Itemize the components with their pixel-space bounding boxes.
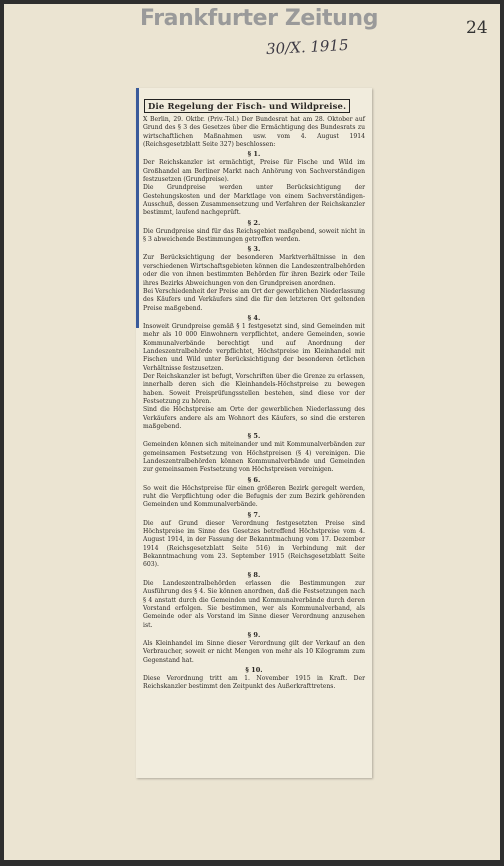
article-paragraph: Diese Verordnung tritt am 1. November 1915 in Kraft. Der Reichskanzler bestimmt den Zeitpunkt des Außerkrafttretens. (143, 674, 365, 691)
page-number: 24 (466, 18, 488, 38)
section-heading: § 5. (247, 432, 261, 441)
article-paragraph: Die Landeszentralbehörden erlassen die Bestimmungen zur Ausführung des § 4. Sie können anordnen, daß die Festsetzungen nach § 4 anstatt durch die Gemeinden und Kommunalverbände durch deren Vorstand erfolgen. Sie bestimmen, wer als Kommunalverband, als Gemeinde oder als Vorstand im Sinne dieser Verordnung anzusehen ist. (143, 579, 365, 629)
handwritten-date: 30/X. 1915 (265, 35, 349, 59)
article-paragraph: Sind die Höchstpreise am Orte der gewerblichen Niederlassung des Verkäufers andere als am Wohnort des Käufers, so sind die ersteren maßgebend. (143, 406, 365, 430)
clipping-marker (136, 88, 139, 328)
article-paragraph: So weit die Höchstpreise für einen größeren Bezirk geregelt werden, ruht die Verpflichtung oder die Befugnis der zum Bezirk gehörenden Gemeinden und Kommunalverbände. (143, 484, 365, 509)
article-paragraph: X Berlin, 29. Oktbr. (Priv.-Tel.) Der Bundesrat hat am 28. Oktober auf Grund des § 3 des Gesetzes über die Ermächtigung des Bundesrats zu wirtschaftlichen Maßnahmen usw. vom 4. August 1914 (Reichsgesetzblatt Seite 327) beschlossen: (143, 116, 365, 149)
section-heading: § 3. (247, 245, 261, 254)
newspaper-clipping (136, 88, 372, 778)
article-paragraph: Gemeinden können sich miteinander und mit Kommunalverbänden zur gemeinsamen Festsetzung von Höchstpreisen (§ 4) vereinigen. Die Landeszentralbehörden können Kommunalverbände und Gemeinden zur gemeinsamen Festsetzung von Höchstpreisen vereinigen. (143, 441, 365, 474)
section-heading: § 9. (247, 630, 261, 639)
section-heading: § 7. (247, 510, 261, 519)
article-paragraph: Bei Verschiedenheit der Preise am Ort der gewerblichen Niederlassung des Käufers und Verkäufers sind die für den letzteren Ort geltenden Preise maßgebend. (143, 287, 365, 312)
section-heading: § 4. (247, 313, 261, 322)
section-heading: § 6. (247, 475, 261, 484)
section-heading: § 10. (245, 665, 263, 674)
article-paragraph: Der Reichskanzler ist befugt, Vorschriften über die Grenze zu erlassen, innerhalb deren sich die Kleinhandels-Höchstpreise zu bewegen haben. Soweit Preisprüfungsstellen bestehen, sind diese vor der Festsetzung zu hören. (143, 372, 365, 405)
article-paragraph: Der Reichskanzler ist ermächtigt, Preise für Fische und Wild im Großhandel am Berliner Markt nach Anhörung von Sachverständigen festzusetzen (Grundpreise). (143, 159, 365, 184)
article-paragraph: Die Grundpreise sind für das Reichsgebiet maßgebend, soweit nicht in § 3 abweichende Bestimmungen getroffen werden. (143, 227, 365, 244)
article-paragraph: Als Kleinhandel im Sinne dieser Verordnung gilt der Verkauf an den Verbraucher, soweit er nicht Mengen von mehr als 10 Kilogramm zum Gegenstand hat. (143, 639, 365, 664)
article-body (142, 116, 366, 692)
section-heading: § 8. (247, 570, 261, 579)
archive-sheet (4, 4, 500, 860)
article-paragraph: Die Grundpreise werden unter Berücksichtigung der Gestehungskosten und der Marktlage von einem Sachverständigen-Ausschuß, dessen Zusammensetzung und Verfahren der Reichskanzler bestimmt, laufend nachgeprüft. (143, 184, 365, 217)
article-paragraph: Zur Berücksichtigung der besonderen Marktverhältnisse in den verschiedenen Wirtschaftsgebieten können die Landeszentralbehörden oder die von ihnen bestimmten Behörden für ihren Bezirk oder Teile ihres Bezirks Abweichungen von den Grundpreisen anordnen. (143, 254, 365, 287)
article-paragraph: Die auf Grund dieser Verordnung festgesetzten Preise sind Höchstpreise im Sinne des Gesetzes betreffend Höchstpreise vom 4. August 1914, in der Fassung der Bekanntmachung vom 17. Dezember 1914 (Reichsgesetzblatt Seite 516) in Verbindung mit der Bekanntmachung vom 23. September 1915 (Reichsgesetzblatt Seite 603). (143, 519, 365, 569)
section-heading: § 1. (247, 150, 261, 159)
newspaper-stamp: Frankfurter Zeitung (140, 6, 379, 31)
section-heading: § 2. (247, 218, 261, 227)
article-headline: Die Regelung der Fisch- und Wildpreise. (144, 99, 350, 113)
article-paragraph: Insoweit Grundpreise gemäß § 1 festgesetzt sind, sind Gemeinden mit mehr als 10 000 Einwohnern verpflichtet, andere Gemeinden, sowie Kommunalverbände berechtigt und auf Anordnung der Landeszentralbehörde verpflichtet, Höchstpreise im Kleinhandel mit Fischen und Wild unter Berücksichtigung der besonderen örtlichen Verhältnisse festzusetzen. (143, 322, 365, 372)
